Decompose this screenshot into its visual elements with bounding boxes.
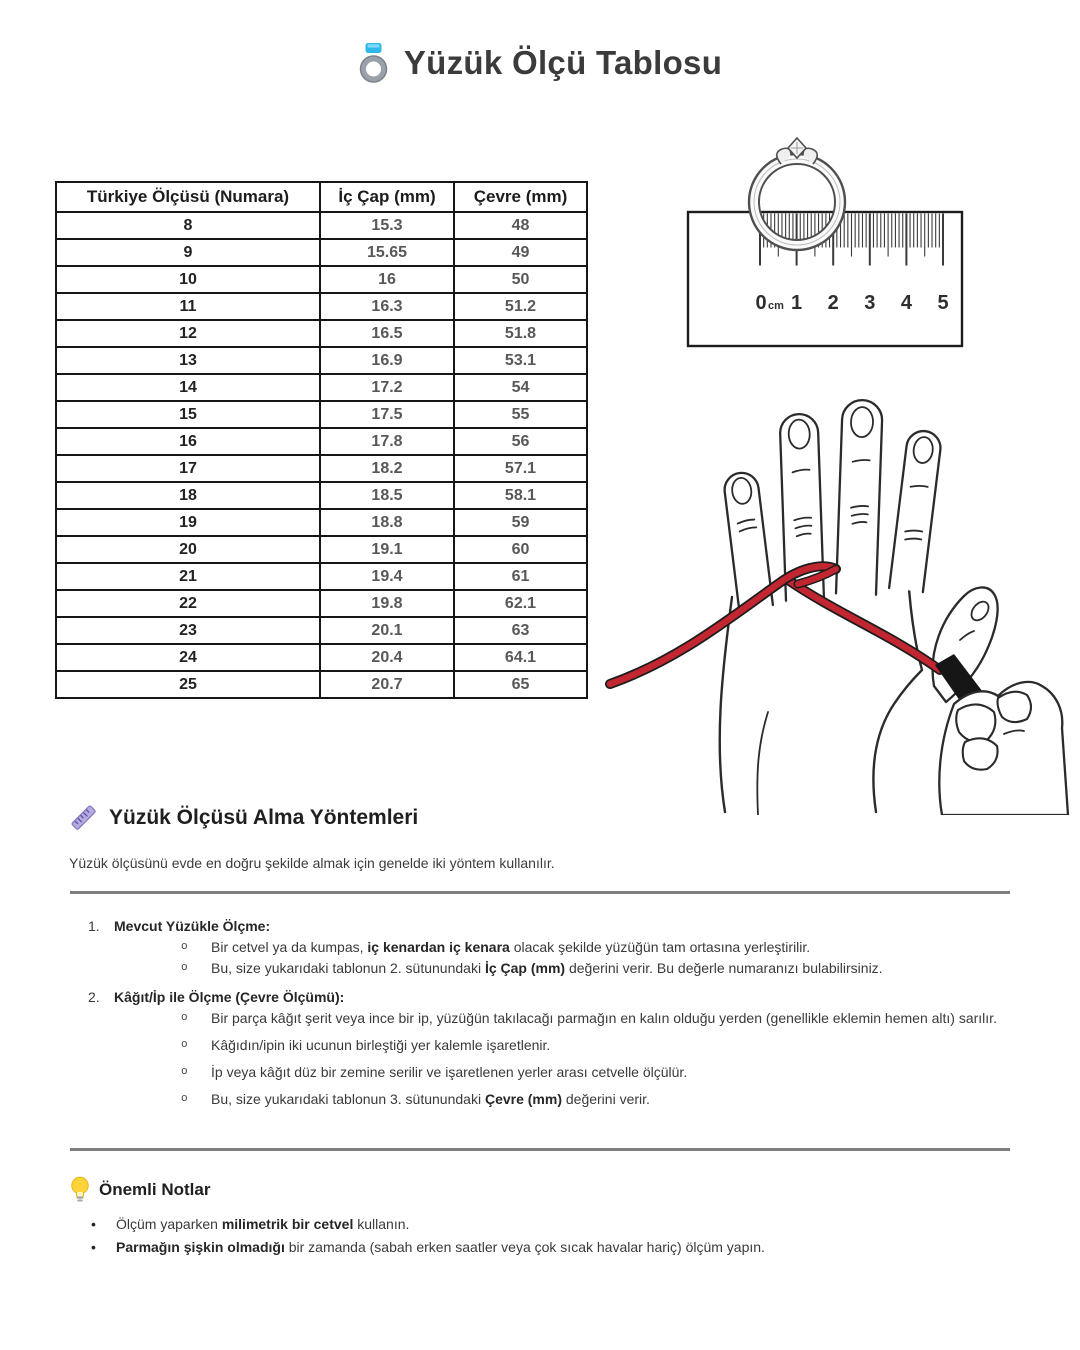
text-segment: milimetrik bir cetvel (221, 1216, 354, 1232)
table-row (56, 671, 587, 698)
text-segment: Bu, size yukarıdaki tablonun 3. sütunundaki (211, 1091, 485, 1107)
text-segment: Parmağın şişkin olmadığı (116, 1239, 285, 1255)
col-header-diameter: İç Çap (mm) (320, 182, 454, 212)
list-item (70, 1010, 1035, 1026)
text-segment: İp veya kâğıt düz bir zemine serilir ve işaretlenen yerler arası cetvelle ölçülür. (211, 1064, 688, 1080)
list-item (70, 1239, 1035, 1255)
size-cell: 22 (56, 590, 320, 617)
col-header-size: Türkiye Ölçüsü (Numara) (56, 182, 320, 212)
size-cell: 11 (56, 293, 320, 320)
circumference-cell: 60 (454, 536, 587, 563)
size-cell: 21 (56, 563, 320, 590)
list-item (70, 1037, 1035, 1053)
size-cell: 12 (56, 320, 320, 347)
table-row (56, 563, 587, 590)
svg-text:3: 3 (864, 292, 876, 314)
text-segment: olacak şekilde yüzüğün tam ortasına yerleştirilir. (509, 939, 811, 955)
size-cell: 9 (56, 239, 320, 266)
diameter-cell: 18.5 (320, 482, 454, 509)
list-item (70, 939, 1035, 955)
size-cell: 14 (56, 374, 320, 401)
svg-text:2: 2 (827, 292, 839, 314)
bullet-marker: o (181, 1039, 188, 1051)
list-item (70, 1064, 1035, 1080)
bullet-marker: o (181, 941, 188, 953)
text-segment: iç kenardan iç kenara (367, 939, 510, 955)
list-item (70, 989, 1035, 1005)
table-row (56, 455, 587, 482)
circumference-cell: 65 (454, 671, 587, 698)
circumference-cell: 61 (454, 563, 587, 590)
size-cell: 17 (56, 455, 320, 482)
bullet-text (211, 960, 1035, 976)
item-title: Kâğıt/İp ile Ölçme (Çevre Ölçümü): (114, 989, 345, 1005)
svg-text:1: 1 (791, 292, 803, 314)
text-segment: Bu, size yukarıdaki tablonun 2. sütunundaki (211, 960, 485, 976)
diameter-cell: 17.5 (320, 401, 454, 428)
circumference-cell: 51.2 (454, 293, 587, 320)
ruler-icon (70, 804, 97, 831)
size-table-body (56, 212, 587, 698)
diameter-cell: 20.7 (320, 671, 454, 698)
table-row (56, 617, 587, 644)
bullet-marker: o (181, 962, 188, 974)
ring-size-table (55, 181, 588, 699)
table-row (56, 536, 587, 563)
diameter-cell: 20.4 (320, 644, 454, 671)
col-header-circumference: Çevre (mm) (454, 182, 587, 212)
diameter-cell: 15.3 (320, 212, 454, 239)
size-cell: 15 (56, 401, 320, 428)
circumference-cell: 53.1 (454, 347, 587, 374)
size-cell: 8 (56, 212, 320, 239)
bullet-text (116, 1216, 1035, 1232)
hand-string-illustration (598, 372, 1073, 815)
bullet-text (116, 1239, 1035, 1255)
diameter-cell: 17.8 (320, 428, 454, 455)
diameter-cell: 18.8 (320, 509, 454, 536)
table-row (56, 482, 587, 509)
diameter-cell: 16.5 (320, 320, 454, 347)
bullet-marker: • (91, 1216, 96, 1232)
bullet-text (211, 1037, 1035, 1053)
divider (70, 891, 1010, 894)
bullet-text (211, 1091, 1035, 1107)
table-row (56, 401, 587, 428)
text-segment: Bir parça kâğıt şerit veya ince bir ip, yüzüğün takılacağı parmağın en kalın olduğu yerden (genellikle eklemin hemen altı) sarılır. (211, 1010, 997, 1026)
bullet-text (211, 1010, 1035, 1026)
svg-text:cm: cm (768, 300, 784, 312)
circumference-cell: 63 (454, 617, 587, 644)
list-item (70, 1216, 1035, 1232)
circumference-cell: 62.1 (454, 590, 587, 617)
circumference-cell: 48 (454, 212, 587, 239)
table-header-row (56, 182, 587, 212)
lightbulb-icon (70, 1176, 90, 1203)
methods-heading-row (70, 804, 418, 831)
fingers (723, 399, 943, 609)
page-header (0, 42, 1080, 84)
table-row (56, 590, 587, 617)
text-segment: Bir cetvel ya da kumpas, (211, 939, 368, 955)
table-row (56, 212, 587, 239)
diameter-cell: 16 (320, 266, 454, 293)
text-segment: İç Çap (mm) (484, 960, 566, 976)
bullet-marker: o (181, 1012, 188, 1024)
gripping-hand (939, 682, 1068, 815)
methods-intro: Yüzük ölçüsünü evde en doğru şekilde almak için genelde iki yöntem kullanılır. (69, 855, 555, 871)
size-cell: 20 (56, 536, 320, 563)
diameter-cell: 19.1 (320, 536, 454, 563)
text-segment: kullanın. (353, 1216, 410, 1232)
diameter-cell: 16.9 (320, 347, 454, 374)
size-cell: 19 (56, 509, 320, 536)
circumference-cell: 54 (454, 374, 587, 401)
table-row (56, 347, 587, 374)
notes-heading-row (70, 1176, 210, 1203)
text-segment: Çevre (mm) (484, 1091, 562, 1107)
methods-heading: Yüzük Ölçüsü Alma Yöntemleri (109, 805, 419, 829)
circumference-cell: 49 (454, 239, 587, 266)
list-item (70, 918, 1035, 934)
table-row (56, 644, 587, 671)
table-row (56, 239, 587, 266)
svg-text:5: 5 (937, 292, 949, 314)
methods-list (70, 916, 1035, 1107)
text-segment: Ölçüm yaparken (116, 1216, 222, 1232)
size-cell: 13 (56, 347, 320, 374)
diameter-cell: 18.2 (320, 455, 454, 482)
divider (70, 1148, 1010, 1151)
table-row (56, 320, 587, 347)
svg-text:4: 4 (900, 292, 912, 314)
circumference-cell: 59 (454, 509, 587, 536)
size-cell: 10 (56, 266, 320, 293)
bullet-marker: o (181, 1093, 188, 1105)
diameter-cell: 16.3 (320, 293, 454, 320)
text-segment: bir zamanda (sabah erken saatler veya çok sıcak havalar hariç) ölçüm yapın. (284, 1239, 765, 1255)
bullet-text (211, 939, 1035, 955)
item-title: Mevcut Yüzükle Ölçme: (114, 918, 271, 934)
ring-icon (358, 42, 389, 84)
circumference-cell: 58.1 (454, 482, 587, 509)
table-row (56, 374, 587, 401)
table-row (56, 293, 587, 320)
circumference-cell: 50 (454, 266, 587, 293)
diameter-cell: 19.4 (320, 563, 454, 590)
palm (720, 575, 922, 812)
diameter-cell: 15.65 (320, 239, 454, 266)
diameter-cell: 17.2 (320, 374, 454, 401)
page-title: Yüzük Ölçü Tablosu (403, 44, 723, 81)
text-segment: Kâğıdın/ipin iki ucunun birleştiği yer kalemle işaretlenir. (211, 1037, 551, 1053)
size-cell: 16 (56, 428, 320, 455)
circumference-cell: 56 (454, 428, 587, 455)
table-row (56, 266, 587, 293)
ring-ruler-illustration (685, 133, 965, 351)
diameter-cell: 19.8 (320, 590, 454, 617)
table-row (56, 509, 587, 536)
svg-text:0: 0 (755, 292, 767, 314)
table-row (56, 428, 587, 455)
notes-list (70, 1216, 1035, 1262)
circumference-cell: 55 (454, 401, 587, 428)
list-item (70, 1091, 1035, 1107)
circumference-cell: 57.1 (454, 455, 587, 482)
text-segment: değerini verir. Bu değerle numaranızı bulabilirsiniz. (565, 960, 883, 976)
size-cell: 23 (56, 617, 320, 644)
text-segment: değerini verir. (561, 1091, 650, 1107)
size-cell: 18 (56, 482, 320, 509)
item-number: 2. (88, 989, 100, 1005)
notes-heading: Önemli Notlar (99, 1179, 211, 1199)
bullet-marker: • (91, 1239, 96, 1255)
size-cell: 24 (56, 644, 320, 671)
list-item (70, 960, 1035, 976)
circumference-cell: 51.8 (454, 320, 587, 347)
size-cell: 25 (56, 671, 320, 698)
bullet-marker: o (181, 1066, 188, 1078)
diameter-cell: 20.1 (320, 617, 454, 644)
item-number: 1. (88, 918, 100, 934)
bullet-text (211, 1064, 1035, 1080)
circumference-cell: 64.1 (454, 644, 587, 671)
